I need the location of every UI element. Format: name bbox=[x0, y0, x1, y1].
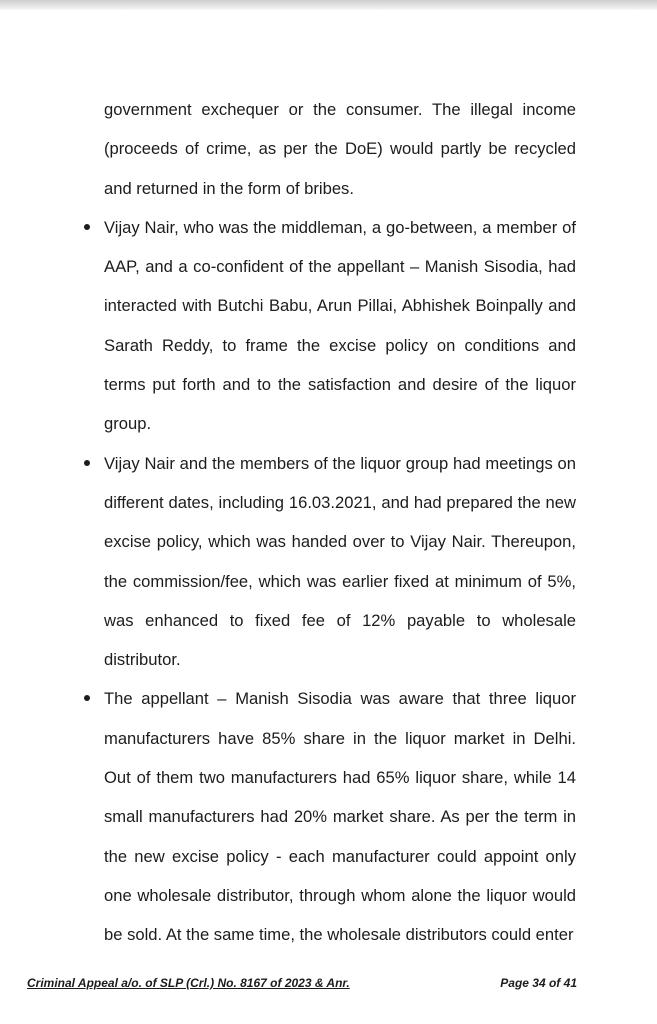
bullet-item bbox=[104, 444, 576, 680]
bullet-item bbox=[104, 679, 576, 954]
bullet-icon bbox=[84, 224, 90, 230]
bullet-icon bbox=[84, 695, 90, 701]
page-body bbox=[104, 90, 576, 955]
case-reference: Criminal Appeal a/o. of SLP (Crl.) No. 8167 of 2023 & Anr. bbox=[27, 976, 350, 990]
bullet-text: The appellant – Manish Sisodia was aware that three liquor manufacturers have 85% share in the liquor market in Delhi. Out of them two manufacturers had 65% liquor share, while 14 small manufacturers had 20% market share. As per the term in the new excise policy - each manufacturer could appoint only one wholesale distributor, through whom alone the liquor would be sold. At the same time, the wholesale distributors could enter bbox=[104, 689, 576, 945]
bullet-text: Vijay Nair, who was the middleman, a go-between, a member of AAP, and a co-confident of the appellant – Manish Sisodia, had interacted with Butchi Babu, Arun Pillai, Abhishek Boinpally and Sarath Reddy, to frame the excise policy on conditions and terms put forth and to the satisfaction and desire of the liquor group. bbox=[104, 217, 576, 434]
bullet-item bbox=[104, 208, 576, 444]
bullet-list bbox=[104, 208, 576, 955]
page-number: Page 34 of 41 bbox=[500, 976, 577, 990]
intro-paragraph: government exchequer or the consumer. The illegal income (proceeds of crime, as per the DoE) would partly be recycled and returned in the form of bribes. bbox=[104, 100, 576, 198]
bullet-text: Vijay Nair and the members of the liquor group had meetings on different dates, including 16.03.2021, and had prepared the new excise policy, which was handed over to Vijay Nair. Thereupon, the commission/fee, which was earlier fixed at minimum of 5%, was enhanced to fixed fee of 12% payable to wholesale distributor. bbox=[104, 453, 576, 670]
page-footer bbox=[27, 976, 577, 990]
bullet-icon bbox=[84, 460, 90, 466]
